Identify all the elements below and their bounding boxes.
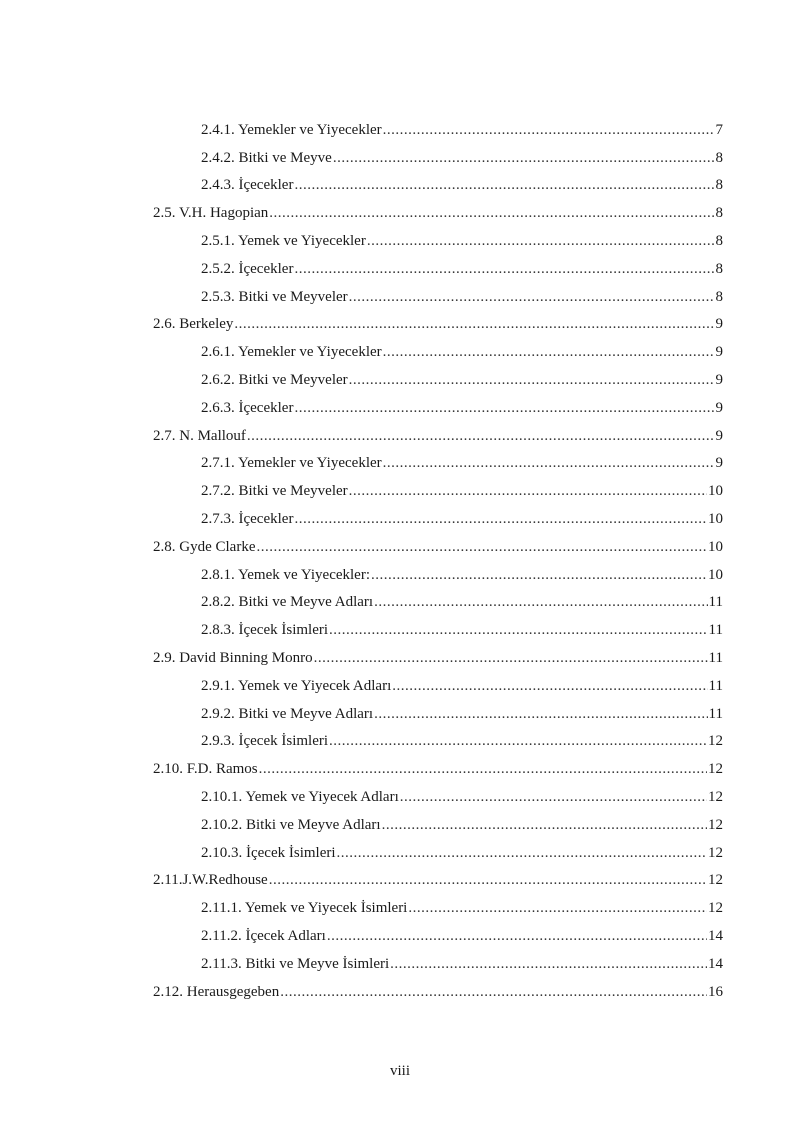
toc-entry-page: 12 — [708, 844, 723, 861]
toc-entry[interactable] — [0, 278, 723, 306]
toc-entry[interactable] — [0, 695, 723, 723]
toc-entry-page: 10 — [708, 483, 723, 500]
toc-entry[interactable] — [0, 917, 723, 945]
toc-entry-page: 12 — [708, 816, 723, 833]
toc-entry[interactable] — [0, 111, 723, 139]
toc-entry-label: 2.10.1. Yemek ve Yiyecek Adları — [201, 788, 399, 805]
toc-entry[interactable] — [0, 667, 723, 695]
toc-entry-page: 11 — [708, 594, 723, 611]
toc-entry-label: 2.8.2. Bitki ve Meyve Adları — [201, 594, 374, 611]
toc-entry-label: 2.10. F.D. Ramos — [153, 761, 258, 778]
toc-entry-page: 8 — [715, 260, 723, 277]
toc-dot-leader — [314, 649, 708, 667]
toc-entry-label: 2.8.3. İçecek İsimleri — [201, 622, 329, 639]
toc-entry-label: 2.9.2. Bitki ve Meyve Adları — [201, 705, 374, 722]
toc-dot-leader — [247, 427, 715, 445]
toc-entry[interactable] — [0, 167, 723, 195]
toc-dot-leader — [349, 288, 715, 306]
toc-entry-label: 2.5.3. Bitki ve Meyveler — [201, 288, 348, 305]
toc-entry[interactable] — [0, 445, 723, 473]
toc-entry-page: 9 — [715, 316, 723, 333]
toc-dot-leader — [294, 260, 714, 278]
toc-entry-page: 14 — [708, 955, 723, 972]
toc-entry-page: 8 — [715, 177, 723, 194]
toc-dot-leader — [294, 176, 714, 194]
toc-dot-leader — [382, 816, 707, 834]
toc-entry[interactable] — [0, 806, 723, 834]
toc-entry-page: 8 — [715, 149, 723, 166]
toc-entry-page: 10 — [708, 538, 723, 555]
toc-dot-leader — [333, 149, 715, 167]
toc-entry[interactable] — [0, 500, 723, 528]
toc-dot-leader — [392, 677, 707, 695]
toc-entry[interactable] — [0, 862, 723, 890]
toc-entry-label: 2.8.1. Yemek ve Yiyecekler: — [201, 566, 370, 583]
toc-dot-leader — [367, 232, 715, 250]
toc-entry[interactable] — [0, 528, 723, 556]
toc-entry-label: 2.5.2. İçecekler — [201, 260, 294, 277]
toc-entry[interactable] — [0, 333, 723, 361]
toc-entry-label: 2.8. Gyde Clarke — [153, 538, 256, 555]
toc-entry-label: 2.9. David Binning Monro — [153, 649, 313, 666]
toc-entry-label: 2.7.1. Yemekler ve Yiyecekler — [201, 455, 382, 472]
toc-entry-page: 8 — [715, 288, 723, 305]
toc-dot-leader — [327, 927, 707, 945]
toc-entry-page: 9 — [715, 371, 723, 388]
toc-entry-page: 16 — [708, 983, 723, 1000]
toc-dot-leader — [280, 983, 707, 1001]
toc-entry-label: 2.5. V.H. Hagopian — [153, 205, 269, 222]
toc-entry-label: 2.5.1. Yemek ve Yiyecekler — [201, 232, 366, 249]
toc-entry-label: 2.7. N. Mallouf — [153, 427, 246, 444]
toc-entry[interactable] — [0, 723, 723, 751]
toc-dot-leader — [374, 593, 707, 611]
toc-entry[interactable] — [0, 639, 723, 667]
table-of-contents — [0, 111, 800, 1001]
toc-dot-leader — [371, 566, 707, 584]
toc-dot-leader — [234, 315, 714, 333]
toc-entry-label: 2.11.1. Yemek ve Yiyecek İsimleri — [201, 900, 408, 917]
toc-entry[interactable] — [0, 556, 723, 584]
toc-entry-label: 2.9.1. Yemek ve Yiyecek Adları — [201, 677, 392, 694]
toc-entry-label: 2.6.2. Bitki ve Meyveler — [201, 371, 348, 388]
toc-entry[interactable] — [0, 778, 723, 806]
toc-entry[interactable] — [0, 750, 723, 778]
toc-entry[interactable] — [0, 417, 723, 445]
toc-entry-label: 2.10.3. İçecek İsimleri — [201, 844, 336, 861]
toc-entry-page: 11 — [708, 622, 723, 639]
toc-dot-leader — [259, 760, 707, 778]
toc-entry-label: 2.4.1. Yemekler ve Yiyecekler — [201, 121, 382, 138]
toc-dot-leader — [390, 955, 707, 973]
toc-dot-leader — [329, 732, 707, 750]
toc-entry[interactable] — [0, 973, 723, 1001]
toc-entry[interactable] — [0, 194, 723, 222]
toc-entry-page: 12 — [708, 788, 723, 805]
toc-entry-page: 11 — [708, 649, 723, 666]
toc-entry[interactable] — [0, 889, 723, 917]
toc-entry-label: 2.11.2. İçecek Adları — [201, 927, 326, 944]
toc-entry[interactable] — [0, 945, 723, 973]
toc-entry-page: 11 — [708, 677, 723, 694]
toc-dot-leader — [337, 844, 707, 862]
toc-entry-label: 2.11.J.W.Redhouse — [153, 872, 268, 889]
toc-entry-label: 2.4.2. Bitki ve Meyve — [201, 149, 332, 166]
toc-entry[interactable] — [0, 389, 723, 417]
toc-entry-page: 8 — [715, 205, 723, 222]
toc-dot-leader — [383, 454, 715, 472]
toc-dot-leader — [269, 204, 714, 222]
toc-dot-leader — [408, 899, 707, 917]
toc-entry-page: 7 — [715, 121, 723, 138]
toc-entry-page: 8 — [715, 232, 723, 249]
toc-dot-leader — [329, 621, 708, 639]
toc-entry-label: 2.6. Berkeley — [153, 316, 234, 333]
toc-entry-label: 2.10.2. Bitki ve Meyve Adları — [201, 816, 381, 833]
toc-dot-leader — [400, 788, 707, 806]
toc-dot-leader — [383, 121, 715, 139]
toc-dot-leader — [349, 371, 715, 389]
toc-dot-leader — [269, 871, 707, 889]
toc-entry[interactable] — [0, 306, 723, 334]
toc-entry-page: 9 — [715, 427, 723, 444]
toc-entry[interactable] — [0, 361, 723, 389]
toc-dot-leader — [294, 399, 714, 417]
toc-entry-label: 2.7.3. İçecekler — [201, 510, 294, 527]
toc-entry-label: 2.9.3. İçecek İsimleri — [201, 733, 329, 750]
toc-dot-leader — [256, 538, 707, 556]
toc-entry-page: 12 — [708, 733, 723, 750]
toc-entry-label: 2.12. Herausgegeben — [153, 983, 280, 1000]
toc-entry-label: 2.6.1. Yemekler ve Yiyecekler — [201, 344, 382, 361]
toc-dot-leader — [374, 705, 707, 723]
toc-entry-label: 2.4.3. İçecekler — [201, 177, 294, 194]
toc-entry-page: 11 — [708, 705, 723, 722]
toc-entry-page: 12 — [708, 872, 723, 889]
toc-entry[interactable] — [0, 250, 723, 278]
toc-entry-label: 2.7.2. Bitki ve Meyveler — [201, 483, 348, 500]
toc-entry[interactable] — [0, 584, 723, 612]
toc-dot-leader — [383, 343, 715, 361]
toc-entry-page: 9 — [715, 344, 723, 361]
toc-entry[interactable] — [0, 472, 723, 500]
toc-entry-page: 9 — [715, 455, 723, 472]
toc-entry-page: 12 — [708, 900, 723, 917]
toc-entry[interactable] — [0, 139, 723, 167]
toc-dot-leader — [294, 510, 707, 528]
toc-entry-page: 9 — [715, 399, 723, 416]
toc-entry-label: 2.6.3. İçecekler — [201, 399, 294, 416]
toc-entry[interactable] — [0, 834, 723, 862]
toc-entry-page: 10 — [708, 566, 723, 583]
toc-dot-leader — [349, 482, 707, 500]
toc-entry-page: 12 — [708, 761, 723, 778]
toc-entry-label: 2.11.3. Bitki ve Meyve İsimleri — [201, 955, 390, 972]
toc-entry-page: 10 — [708, 510, 723, 527]
page-number: viii — [389, 1063, 410, 1079]
toc-entry[interactable] — [0, 611, 723, 639]
toc-entry-page: 14 — [708, 927, 723, 944]
toc-entry[interactable] — [0, 222, 723, 250]
